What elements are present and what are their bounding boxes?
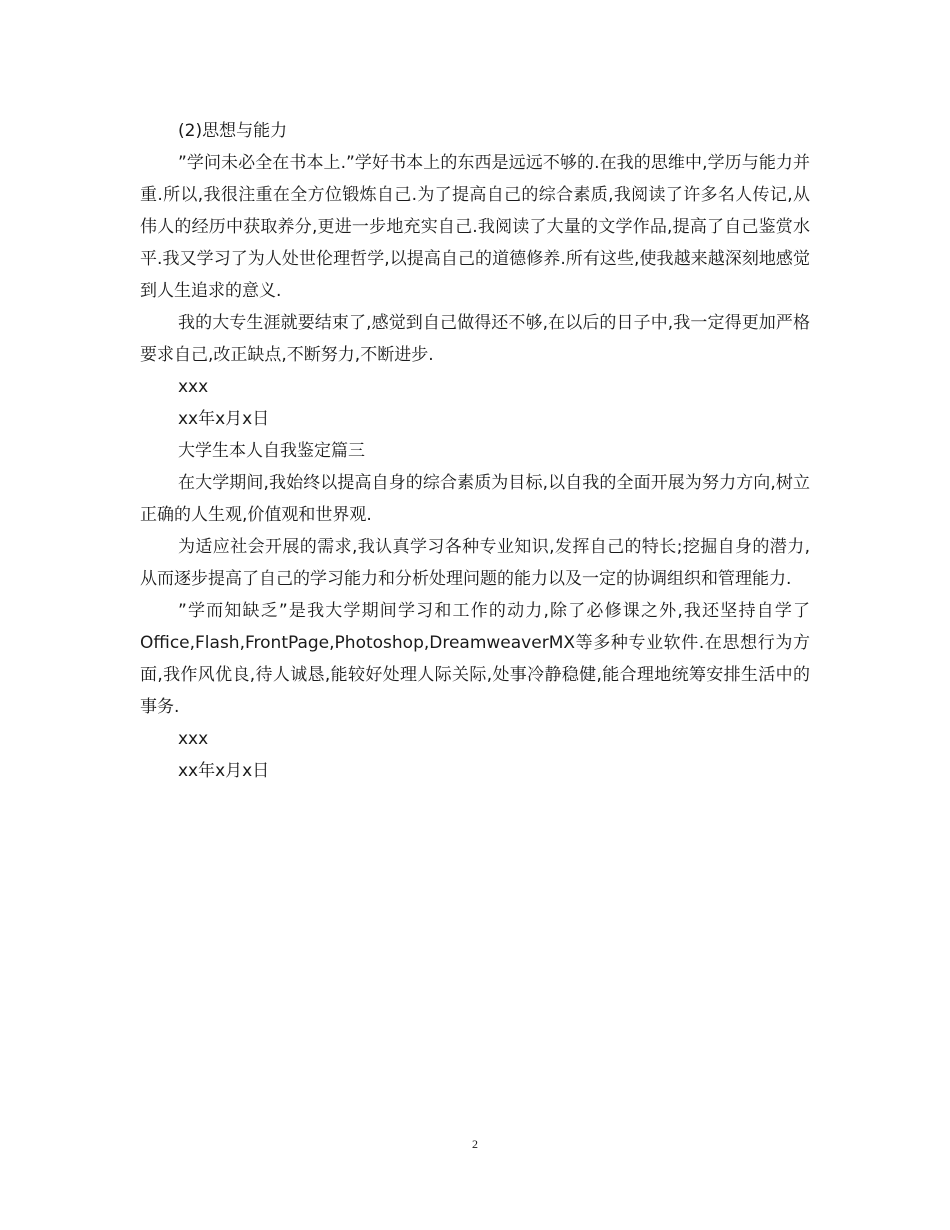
signature-name: xxx (178, 377, 209, 397)
paragraph: ”学而知缺乏”是我大学期间学习和工作的动力,除了必修课之外,我还坚持自学了Office,Flash,FrontPage,Photoshop,DreamweaverMX等多种专业软件.在思想行为方面,我作风优良,待人诚恳,能较好处理人际关际,处事冷静稳健,能合理地统筹安排生活中的事务. (140, 601, 810, 717)
signature-date: xx年x月x日 (178, 409, 270, 429)
document-body (140, 115, 810, 787)
signature-date: xx年x月x日 (178, 761, 270, 781)
signature-name: xxx (178, 729, 209, 749)
paragraph: 在大学期间,我始终以提高自身的综合素质为目标,以自我的全面开展为努力方向,树立正确的人生观,价值观和世界观. (140, 473, 810, 525)
paragraph: 我的大专生涯就要结束了,感觉到自己做得还不够,在以后的日子中,我一定得更加严格要求自己,改正缺点,不断努力,不断进步. (140, 313, 810, 365)
paragraph: ”学问未必全在书本上.”学好书本上的东西是远远不够的.在我的思维中,学历与能力并重.所以,我很注重在全方位锻炼自己.为了提高自己的综合素质,我阅读了许多名人传记,从伟人的经历中获取养分,更进一步地充实自己.我阅读了大量的文学作品,提高了自己鉴赏水平.我又学习了为人处世伦理哲学,以提高自己的道德修养.所有这些,使我越来越深刻地感觉到人生追求的意义. (140, 153, 810, 301)
section-title: 大学生本人自我鉴定篇三 (178, 441, 365, 461)
page-number: 2 (472, 1137, 478, 1151)
paragraph: 为适应社会开展的需求,我认真学习各种专业知识,发挥自己的特长;挖掘自身的潜力,从而逐步提高了自己的学习能力和分析处理问题的能力以及一定的协调组织和管理能力. (140, 537, 810, 589)
section-heading: (2)思想与能力 (178, 121, 288, 141)
